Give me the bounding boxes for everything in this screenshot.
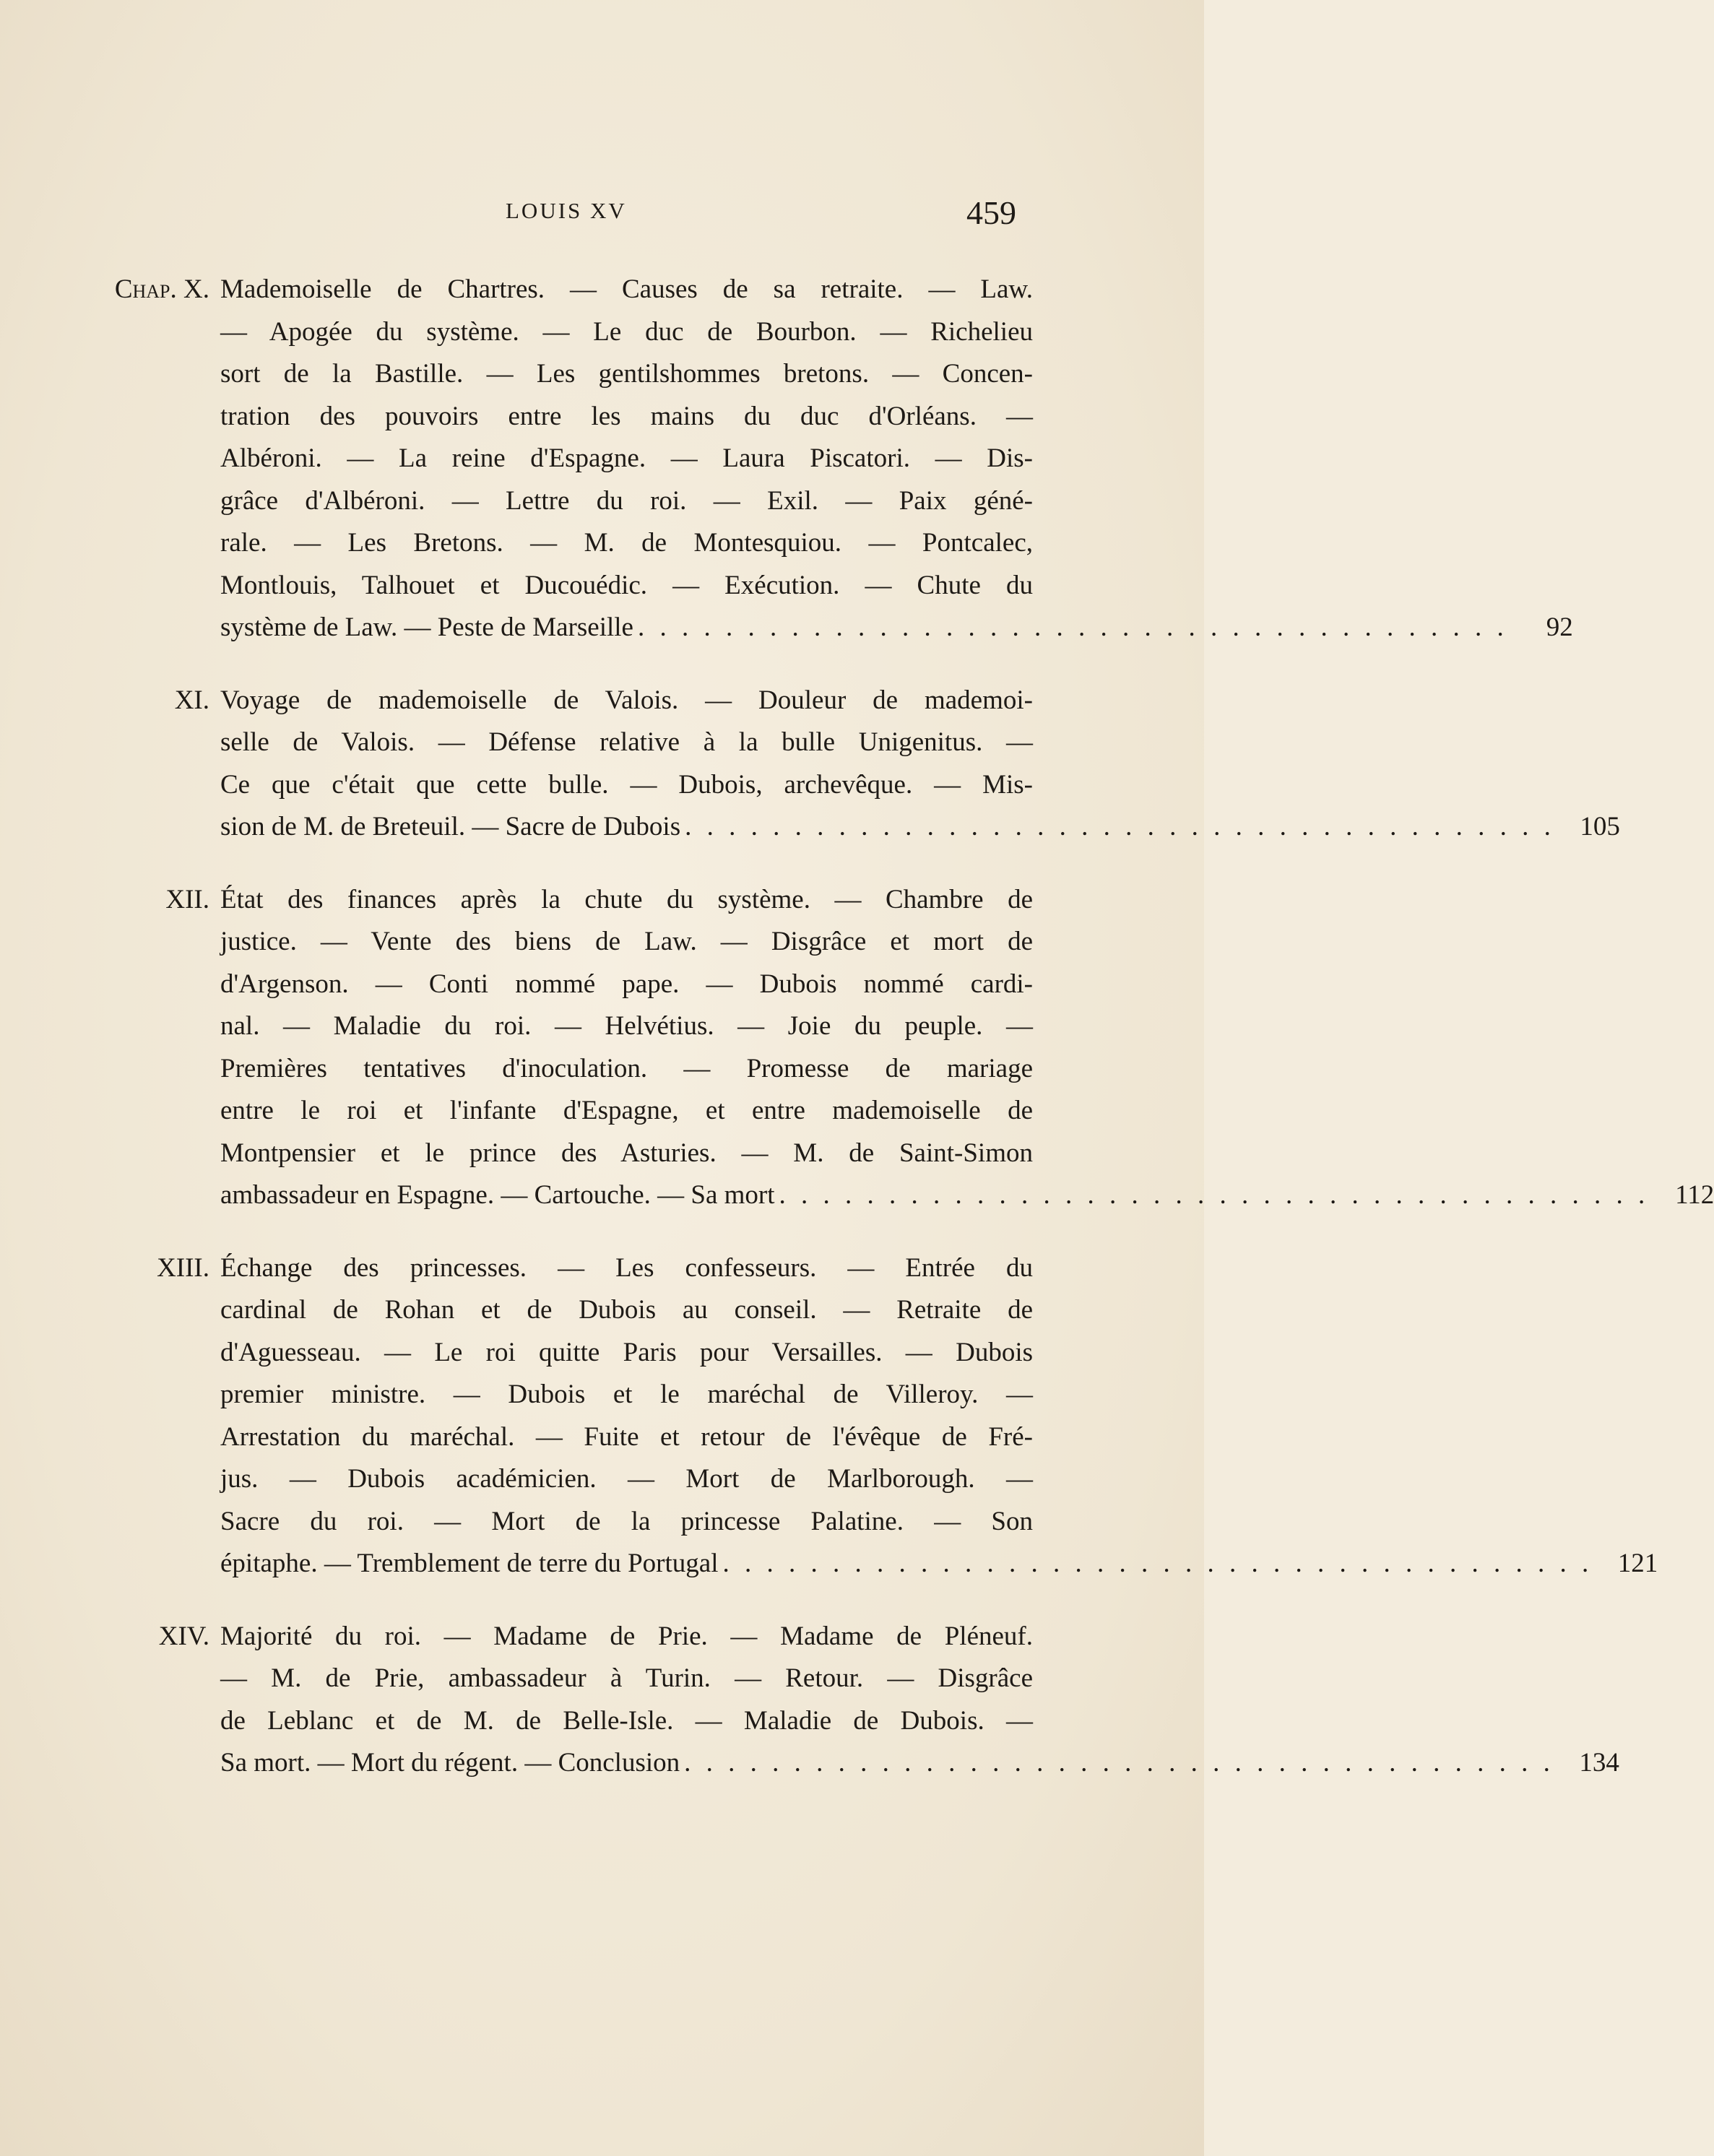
toc-entry-chapter-xiii	[101, 1247, 1658, 1585]
chapter-label	[101, 879, 209, 922]
summary-line: justice. — Vente des biens de Law. — Disgrâce et mort de	[220, 927, 1033, 956]
entry-summary	[220, 879, 1714, 1217]
summary-last-line	[220, 607, 1573, 649]
summary-line: jus. — Dubois académicien. — Mort de Marlborough. —	[220, 1464, 1033, 1494]
toc-entry-chapter-x	[101, 269, 1573, 649]
page-reference: 121	[1617, 1549, 1658, 1578]
summary-line: épitaphe. — Tremblement de terre du Portugal	[220, 1549, 719, 1578]
entry-summary	[220, 1247, 1658, 1585]
summary-line: Majorité du roi. — Madame de Prie. — Madame de Pléneuf.	[220, 1621, 1033, 1651]
summary-line: Ce que c'était que cette bulle. — Dubois, archevêque. — Mis-	[220, 769, 1033, 800]
chapter-number: XIII.	[157, 1252, 209, 1283]
summary-line: Arrestation du maréchal. — Fuite et retour de l'évêque de Fré-	[220, 1421, 1033, 1452]
summary-line: tration des pouvoirs entre les mains du duc d'Orléans. —	[220, 401, 1033, 431]
page-reference: 112	[1675, 1180, 1714, 1210]
summary-last-line	[220, 806, 1620, 849]
chapter-number: X.	[183, 274, 209, 304]
summary-last-line	[220, 1742, 1619, 1785]
summary-last-line	[220, 1543, 1658, 1585]
running-head	[0, 194, 1204, 237]
chapter-label	[101, 1247, 209, 1290]
chapter-label	[101, 680, 209, 722]
summary-line: grâce d'Albéroni. — Lettre du roi. — Exil. — Paix géné-	[220, 485, 1033, 516]
summary-line: sion de M. de Breteuil. — Sacre de Dubois	[220, 812, 681, 841]
summary-line: de Leblanc et de M. de Belle-Isle. — Maladie de Dubois. —	[220, 1705, 1033, 1736]
summary-line: rale. — Les Bretons. — M. de Montesquiou. — Pontcalec,	[220, 528, 1033, 558]
dot-leader: . . . . . . . . . . . . . . . . . . . . . . . . . . . . . . . . . . . . . . . .	[684, 1748, 1554, 1778]
summary-line: Montpensier et le prince des Asturies. — M. de Saint-Simon	[220, 1138, 1033, 1168]
summary-line: Sa mort. — Mort du régent. — Conclusion	[220, 1748, 680, 1778]
running-title: LOUIS XV	[506, 198, 627, 223]
table-of-contents	[101, 269, 1714, 1815]
entry-summary	[220, 269, 1573, 649]
summary-line: — M. de Prie, ambassadeur à Turin. — Retour. — Disgrâce	[220, 1663, 1033, 1693]
summary-line: — Apogée du système. — Le duc de Bourbon. — Richelieu	[220, 316, 1033, 347]
summary-line: Montlouis, Talhouet et Ducouédic. — Exécution. — Chute du	[220, 570, 1033, 600]
toc-entry-chapter-xiv	[101, 1616, 1619, 1785]
dot-leader: . . . . . . . . . . . . . . . . . . . . . . . . . . . . . . . . . . . . . . . .	[685, 812, 1555, 841]
page-reference: 134	[1579, 1748, 1619, 1778]
page-reference: 105	[1580, 812, 1620, 841]
summary-line: système de Law. — Peste de Marseille	[220, 612, 633, 642]
summary-line: entre le roi et l'infante d'Espagne, et entre mademoiselle de	[220, 1096, 1033, 1125]
summary-last-line	[220, 1174, 1714, 1217]
summary-line: Voyage de mademoiselle de Valois. — Douleur de mademoi-	[220, 685, 1033, 715]
summary-line: Mademoiselle de Chartres. — Causes de sa retraite. — Law.	[220, 274, 1033, 304]
summary-line: Échange des princesses. — Les confesseurs. — Entrée du	[220, 1252, 1033, 1283]
dot-leader: . . . . . . . . . . . . . . . . . . . . . . . . . . . . . . . . . . . . . . . .	[722, 1549, 1593, 1578]
chapter-label	[101, 269, 209, 311]
toc-entry-chapter-xi	[101, 680, 1620, 849]
summary-line: Sacre du roi. — Mort de la princesse Palatine. — Son	[220, 1506, 1033, 1536]
chapter-number: XI.	[174, 685, 209, 715]
toc-entry-chapter-xii	[101, 879, 1714, 1217]
summary-line: Premières tentatives d'inoculation. — Promesse de mariage	[220, 1053, 1033, 1083]
chapter-label	[101, 1616, 209, 1658]
chapter-number: XIV.	[158, 1621, 209, 1651]
entry-summary	[220, 1616, 1619, 1785]
summary-line: État des finances après la chute du système. — Chambre de	[220, 884, 1033, 914]
summary-line: selle de Valois. — Défense relative à la bulle Unigenitus. —	[220, 727, 1033, 757]
chapter-prefix: Chap.	[114, 274, 177, 304]
summary-line: nal. — Maladie du roi. — Helvétius. — Joie du peuple. —	[220, 1011, 1033, 1041]
summary-line: sort de la Bastille. — Les gentilshommes bretons. — Concen-	[220, 359, 1033, 389]
summary-line: Albéroni. — La reine d'Espagne. — Laura Piscatori. — Dis-	[220, 443, 1033, 473]
chapter-number: XII.	[165, 884, 209, 914]
page-number: 459	[966, 194, 1016, 231]
summary-line: ambassadeur en Espagne. — Cartouche. — Sa mort	[220, 1180, 775, 1210]
summary-line: cardinal de Rohan et de Dubois au conseil. — Retraite de	[220, 1295, 1033, 1325]
entry-summary	[220, 680, 1620, 849]
summary-line: d'Aguesseau. — Le roi quitte Paris pour Versailles. — Dubois	[220, 1337, 1033, 1367]
dot-leader: . . . . . . . . . . . . . . . . . . . . . . . . . . . . . . . . . . . . . . . .	[779, 1180, 1650, 1210]
summary-line: premier ministre. — Dubois et le maréchal de Villeroy. —	[220, 1380, 1033, 1409]
summary-line: d'Argenson. — Conti nommé pape. — Dubois nommé cardi-	[220, 969, 1033, 999]
page-reference: 92	[1546, 612, 1573, 642]
dot-leader: . . . . . . . . . . . . . . . . . . . . . . . . . . . . . . . . . . . . . . . .	[637, 612, 1508, 642]
